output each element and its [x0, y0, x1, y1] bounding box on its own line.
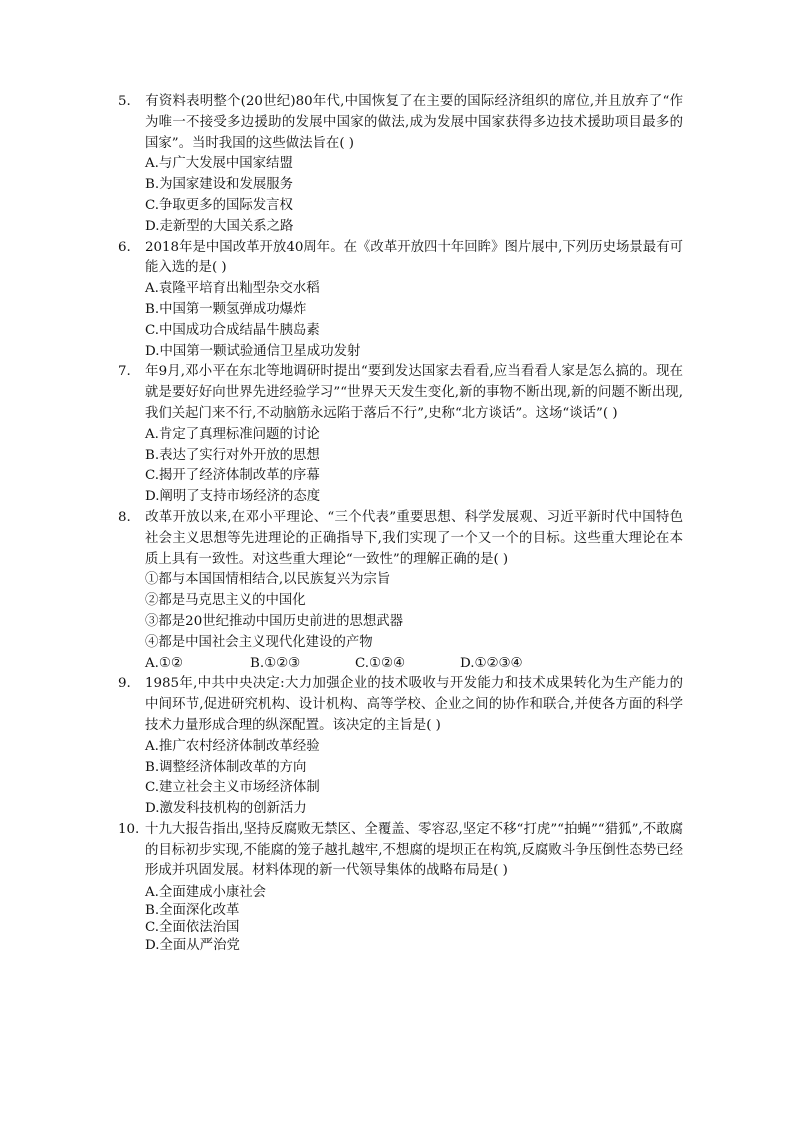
question-stem: 2018年是中国改革开放40周年。在《改革开放四十年回眸》图片展中,下列历史场景最有可能入选的是( )	[145, 239, 683, 276]
option-c: C.揭开了经济体制改革的序幕	[145, 468, 320, 484]
question-number: 9.	[118, 676, 131, 692]
question-stem: 有资料表明整个(20世纪)80年代,中国恢复了在主要的国际经济组织的席位,并且放弃了“作为唯一不接受多边援助的发展中国家的做法,成为发展中国家获得多边技术援助项目最多的国家”。当时我国的这些做法旨在( )	[145, 94, 683, 151]
option-c: C.全面依法治国	[145, 920, 240, 936]
question-5	[118, 92, 683, 238]
option-a: A.袁隆平培育出籼型杂交水稻	[145, 281, 320, 297]
options-list	[145, 425, 683, 508]
option-c: C.中国成功合成结晶牛胰岛素	[145, 322, 320, 338]
option-d: D.全面从严治党	[145, 937, 240, 953]
options-list	[145, 737, 683, 820]
options-row	[145, 654, 683, 675]
statement-1: ①都与本国国情相结合,以民族复兴为宗旨	[145, 572, 391, 588]
option-c: C.①②④	[355, 655, 406, 671]
option-d: D.①②③④	[460, 655, 523, 671]
question-number: 10.	[118, 821, 140, 837]
option-b: B.表达了实行对外开放的思想	[145, 447, 320, 463]
option-d: D.阐明了支持市场经济的态度	[145, 489, 321, 505]
question-number: 7.	[118, 364, 131, 380]
question-10	[118, 820, 683, 954]
question-9	[118, 674, 683, 820]
option-a: A.全面建成小康社会	[145, 885, 267, 901]
question-8	[118, 508, 683, 674]
options-list	[145, 279, 683, 362]
question-number: 8.	[118, 509, 131, 525]
exam-page	[118, 92, 683, 954]
option-a: A.肯定了真理标准问题的讨论	[145, 426, 320, 442]
option-b: B.中国第一颗氢弹成功爆炸	[145, 301, 307, 317]
statements-list	[145, 570, 683, 653]
option-b: B.全面深化改革	[145, 902, 240, 918]
question-7	[118, 362, 683, 508]
options-list	[145, 884, 683, 954]
option-b: B.为国家建设和发展服务	[145, 177, 294, 193]
question-stem: 年9月,邓小平在东北等地调研时提出“要到发达国家去看看,应当看看人家是怎么搞的。现在就是要好好向世界先进经验学习”“世界天天发生变化,新的事物不断出现,新的问题不断出现,我们关起门来不行,不动脑筋永远陷于落后不行”,史称“北方谈话”。这场“谈话”( )	[145, 364, 683, 421]
options-list	[145, 154, 683, 237]
option-b: B.①②③	[250, 655, 301, 671]
question-stem: 1985年,中共中央决定:大力加强企业的技术吸收与开发能力和技术成果转化为生产能力的中间环节,促进研究机构、设计机构、高等学校、企业之间的协作和联合,并使各方面的科学技术力量形成合理的纵深配置。该决定的主旨是( )	[145, 676, 683, 733]
option-c: C.建立社会主义市场经济体制	[145, 780, 320, 796]
option-d: D.中国第一颗试验通信卫星成功发射	[145, 343, 361, 359]
question-stem: 改革开放以来,在邓小平理论、“三个代表”重要思想、科学发展观、习近平新时代中国特色社会主义思想等先进理论的正确指导下,我们实现了一个又一个的目标。这些重大理论在本质上具有一致性。对这些重大理论“一致性”的理解正确的是( )	[145, 509, 683, 567]
option-d: D.走新型的大国关系之路	[145, 218, 294, 234]
question-6	[118, 238, 683, 363]
option-a: A.与广大发展中国家结盟	[145, 156, 293, 172]
statement-4: ④都是中国社会主义现代化建设的产物	[145, 634, 373, 650]
option-a: A.推广农村经济体制改革经验	[145, 738, 320, 754]
option-b: B.调整经济体制改革的方向	[145, 759, 307, 775]
question-number: 6.	[118, 239, 131, 255]
statement-2: ②都是马克思主义的中国化	[145, 593, 306, 609]
option-c: C.争取更多的国际发言权	[145, 197, 293, 213]
statement-3: ③都是20世纪推动中国历史前进的思想武器	[145, 613, 404, 629]
option-d: D.激发科技机构的创新活力	[145, 801, 307, 817]
question-number: 5.	[118, 94, 131, 109]
question-stem: 十九大报告指出,坚持反腐败无禁区、全覆盖、零容忍,坚定不移“打虎”“拍蝇”“猎狐”,不敢腐的目标初步实现,不能腐的笼子越扎越牢,不想腐的堤坝正在构筑,反腐败斗争压倒性态势已经形成并巩固发展。材料体现的新一代领导集体的战略布局是( )	[145, 821, 683, 879]
option-a: A.①②	[145, 655, 183, 671]
